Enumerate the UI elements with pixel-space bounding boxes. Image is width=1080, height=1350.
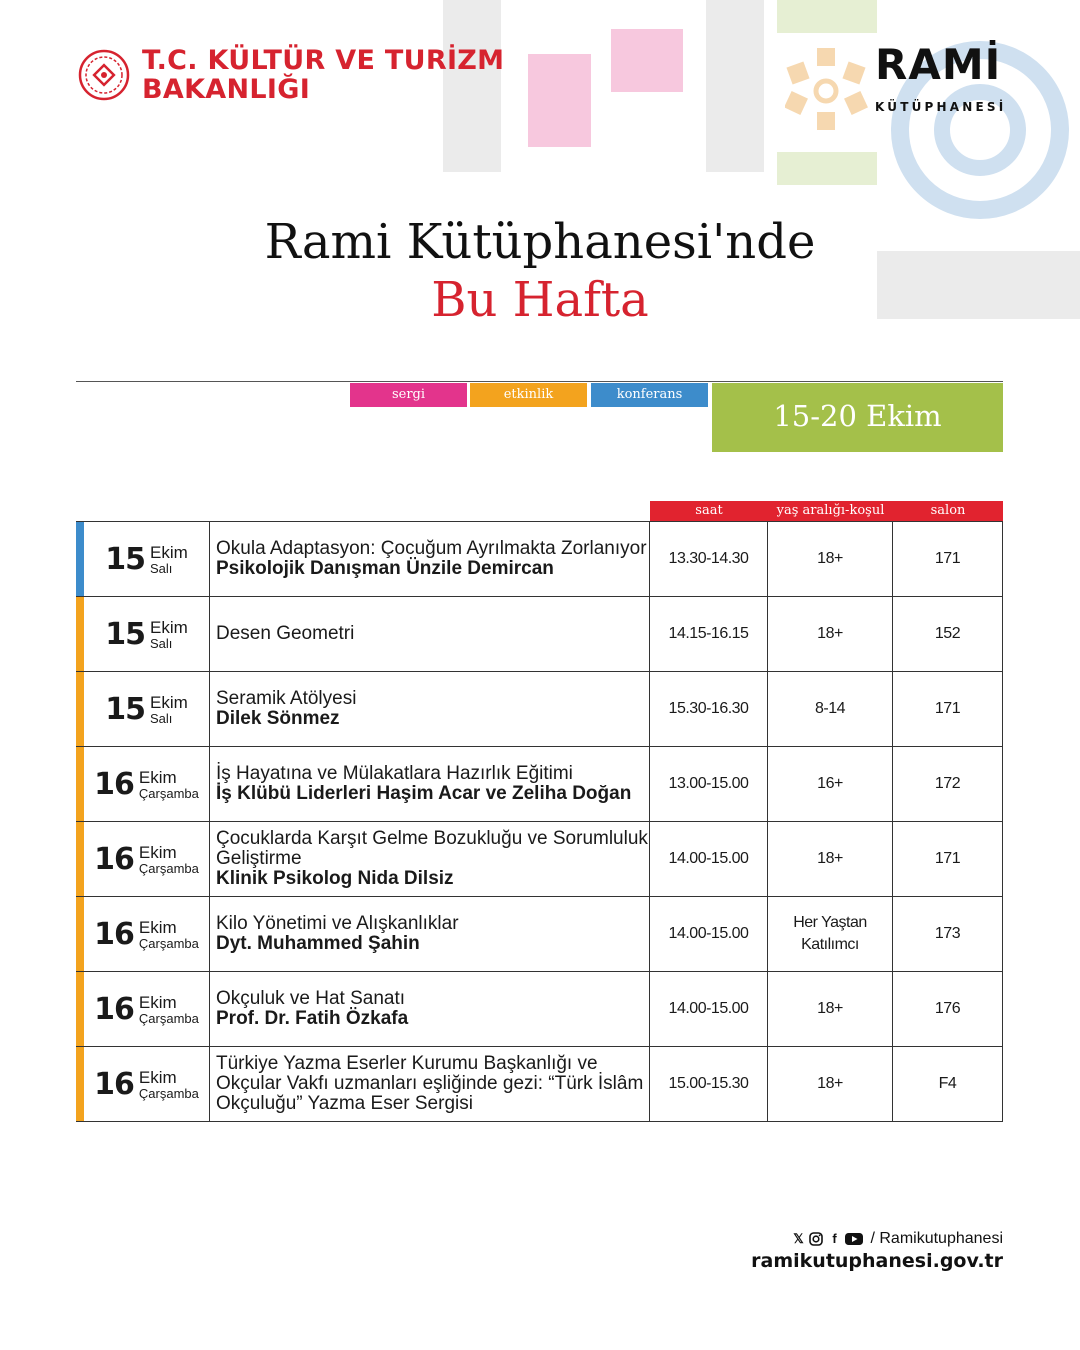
header-divider xyxy=(76,381,1003,382)
event-month: Ekim xyxy=(138,842,177,862)
event-info xyxy=(210,972,650,1046)
events-table xyxy=(76,521,1003,1122)
event-month: Ekim xyxy=(138,767,177,787)
event-info xyxy=(210,822,650,896)
table-row xyxy=(76,1047,1003,1122)
event-day: 15 xyxy=(105,691,145,727)
event-month: Ekim xyxy=(149,617,188,637)
decor-green-block-2 xyxy=(777,152,877,185)
rami-flower-icon xyxy=(785,36,873,136)
event-age: 8-14 xyxy=(768,672,893,746)
brand-name: RAMİ xyxy=(875,40,1002,89)
event-weekday: Salı xyxy=(149,560,173,576)
facebook-icon[interactable]: f xyxy=(832,1231,837,1246)
event-time: 14.00-15.00 xyxy=(650,822,768,896)
page-title: Rami Kütüphanesi'nde xyxy=(264,214,816,270)
event-room: 172 xyxy=(893,747,1003,821)
event-room: 152 xyxy=(893,597,1003,671)
event-age: 18+ xyxy=(768,522,893,596)
event-info xyxy=(210,672,650,746)
event-title: İş Hayatına ve Mülakatlara Hazırlık Eğitimi xyxy=(216,763,573,784)
event-time: 13.30-14.30 xyxy=(650,522,768,596)
ministry-name-line2: BAKANLIĞI xyxy=(142,74,311,105)
event-age: Her Yaştan Katılımcı xyxy=(768,897,893,971)
decor-green-block-1 xyxy=(777,0,877,33)
table-row xyxy=(76,597,1003,672)
event-date xyxy=(84,897,210,971)
table-row xyxy=(76,522,1003,597)
event-speaker: Klinik Psikolog Nida Dilsiz xyxy=(216,868,454,889)
website-url[interactable]: ramikutuphanesi.gov.tr xyxy=(751,1250,1003,1272)
event-title: Okçuluk ve Hat Sanatı xyxy=(216,988,406,1009)
event-speaker: Prof. Dr. Fatih Özkafa xyxy=(216,1008,409,1029)
table-header xyxy=(650,501,1003,521)
event-info xyxy=(210,897,650,971)
event-weekday: Çarşamba xyxy=(138,1085,199,1101)
event-day: 15 xyxy=(105,616,145,652)
event-weekday: Çarşamba xyxy=(138,860,199,876)
type-indicator-konferans xyxy=(76,522,84,596)
event-date xyxy=(84,597,210,671)
event-weekday: Çarşamba xyxy=(138,785,199,801)
event-day: 16 xyxy=(94,916,134,952)
type-indicator-etkinlik xyxy=(76,972,84,1046)
event-weekday: Salı xyxy=(149,710,173,726)
event-day: 16 xyxy=(94,766,134,802)
event-month: Ekim xyxy=(138,917,177,937)
event-day: 16 xyxy=(94,991,134,1027)
event-time: 13.00-15.00 xyxy=(650,747,768,821)
event-age: 18+ xyxy=(768,597,893,671)
event-title: Seramik Atölyesi xyxy=(216,688,357,709)
social-links xyxy=(791,1230,1003,1248)
event-title: Çocuklarda Karşıt Gelme Bozukluğu ve Sorumluluk Geliştirme xyxy=(216,828,648,869)
event-info xyxy=(210,522,650,596)
table-row xyxy=(76,822,1003,897)
event-time: 14.00-15.00 xyxy=(650,972,768,1046)
x-icon[interactable]: 𝕏 xyxy=(793,1231,804,1246)
event-speaker: Dilek Sönmez xyxy=(216,708,340,729)
header-time: saat xyxy=(695,503,723,518)
event-age: 18+ xyxy=(768,1047,893,1121)
date-range: 15-20 Ekim xyxy=(712,383,1003,452)
header-room: salon xyxy=(930,503,966,518)
event-room: 171 xyxy=(893,822,1003,896)
event-month: Ekim xyxy=(138,992,177,1012)
event-weekday: Çarşamba xyxy=(138,1010,199,1026)
event-month: Ekim xyxy=(138,1067,177,1087)
decor-pink-block-2 xyxy=(611,29,683,92)
event-time: 14.15-16.15 xyxy=(650,597,768,671)
page-subtitle: Bu Hafta xyxy=(431,272,649,328)
legend-konferans: konferans xyxy=(591,383,708,407)
event-time: 14.00-15.00 xyxy=(650,897,768,971)
event-title: Kilo Yönetimi ve Alışkanlıklar xyxy=(216,913,459,934)
type-indicator-etkinlik xyxy=(76,597,84,671)
event-time: 15.30-16.30 xyxy=(650,672,768,746)
event-weekday: Çarşamba xyxy=(138,935,199,951)
header-age: yaş aralığı-koşul xyxy=(776,503,885,518)
ministry-logo xyxy=(78,46,504,104)
event-room: 173 xyxy=(893,897,1003,971)
event-title: Desen Geometri xyxy=(216,623,355,644)
event-day: 16 xyxy=(94,1066,134,1102)
event-info xyxy=(210,1047,650,1121)
event-age: 18+ xyxy=(768,822,893,896)
event-date xyxy=(84,1047,210,1121)
event-info xyxy=(210,597,650,671)
decor-gray-block-2 xyxy=(706,0,764,172)
legend-sergi: sergi xyxy=(350,383,467,407)
ministry-name-line1: T.C. KÜLTÜR VE TURİZM xyxy=(142,45,505,76)
type-indicator-etkinlik xyxy=(76,897,84,971)
event-weekday: Salı xyxy=(149,635,173,651)
event-speaker: Dyt. Muhammed Şahin xyxy=(216,933,420,954)
event-date xyxy=(84,747,210,821)
event-room: 171 xyxy=(893,522,1003,596)
event-info xyxy=(210,747,650,821)
ministry-emblem-icon xyxy=(78,49,130,101)
event-day: 16 xyxy=(94,841,134,877)
event-room: F4 xyxy=(893,1047,1003,1121)
event-title: Türkiye Yazma Eserler Kurumu Başkanlığı ve Okçular Vakfı uzmanları eşliğinde gezi: “Türk İslâm Okçuluğu” Yazma Eser Sergisi xyxy=(216,1053,644,1114)
legend-etkinlik: etkinlik xyxy=(470,383,587,407)
type-indicator-etkinlik xyxy=(76,1047,84,1121)
event-date xyxy=(84,672,210,746)
event-month: Ekim xyxy=(149,542,188,562)
event-month: Ekim xyxy=(149,692,188,712)
type-indicator-etkinlik xyxy=(76,822,84,896)
event-day: 15 xyxy=(105,541,145,577)
type-indicator-etkinlik xyxy=(76,747,84,821)
table-row xyxy=(76,972,1003,1047)
event-speaker: Psikolojik Danışman Ünzile Demircan xyxy=(216,558,554,579)
event-title: Okula Adaptasyon: Çocuğum Ayrılmakta Zorlanıyor xyxy=(216,538,647,559)
event-date xyxy=(84,972,210,1046)
decor-pink-block-1 xyxy=(528,54,591,147)
event-time: 15.00-15.30 xyxy=(650,1047,768,1121)
youtube-icon[interactable] xyxy=(845,1232,863,1246)
event-age: 16+ xyxy=(768,747,893,821)
table-row xyxy=(76,747,1003,822)
brand-subtitle: KÜTÜPHANESİ xyxy=(875,100,1007,114)
social-handle: / Ramikutuphanesi xyxy=(870,1230,1003,1247)
event-speaker: İş Klübü Liderleri Haşim Acar ve Zeliha Doğan xyxy=(216,783,632,804)
table-row xyxy=(76,897,1003,972)
instagram-icon[interactable] xyxy=(809,1232,823,1246)
type-indicator-etkinlik xyxy=(76,672,84,746)
event-age: 18+ xyxy=(768,972,893,1046)
event-date xyxy=(84,522,210,596)
event-room: 171 xyxy=(893,672,1003,746)
table-row xyxy=(76,672,1003,747)
event-room: 176 xyxy=(893,972,1003,1046)
event-date xyxy=(84,822,210,896)
